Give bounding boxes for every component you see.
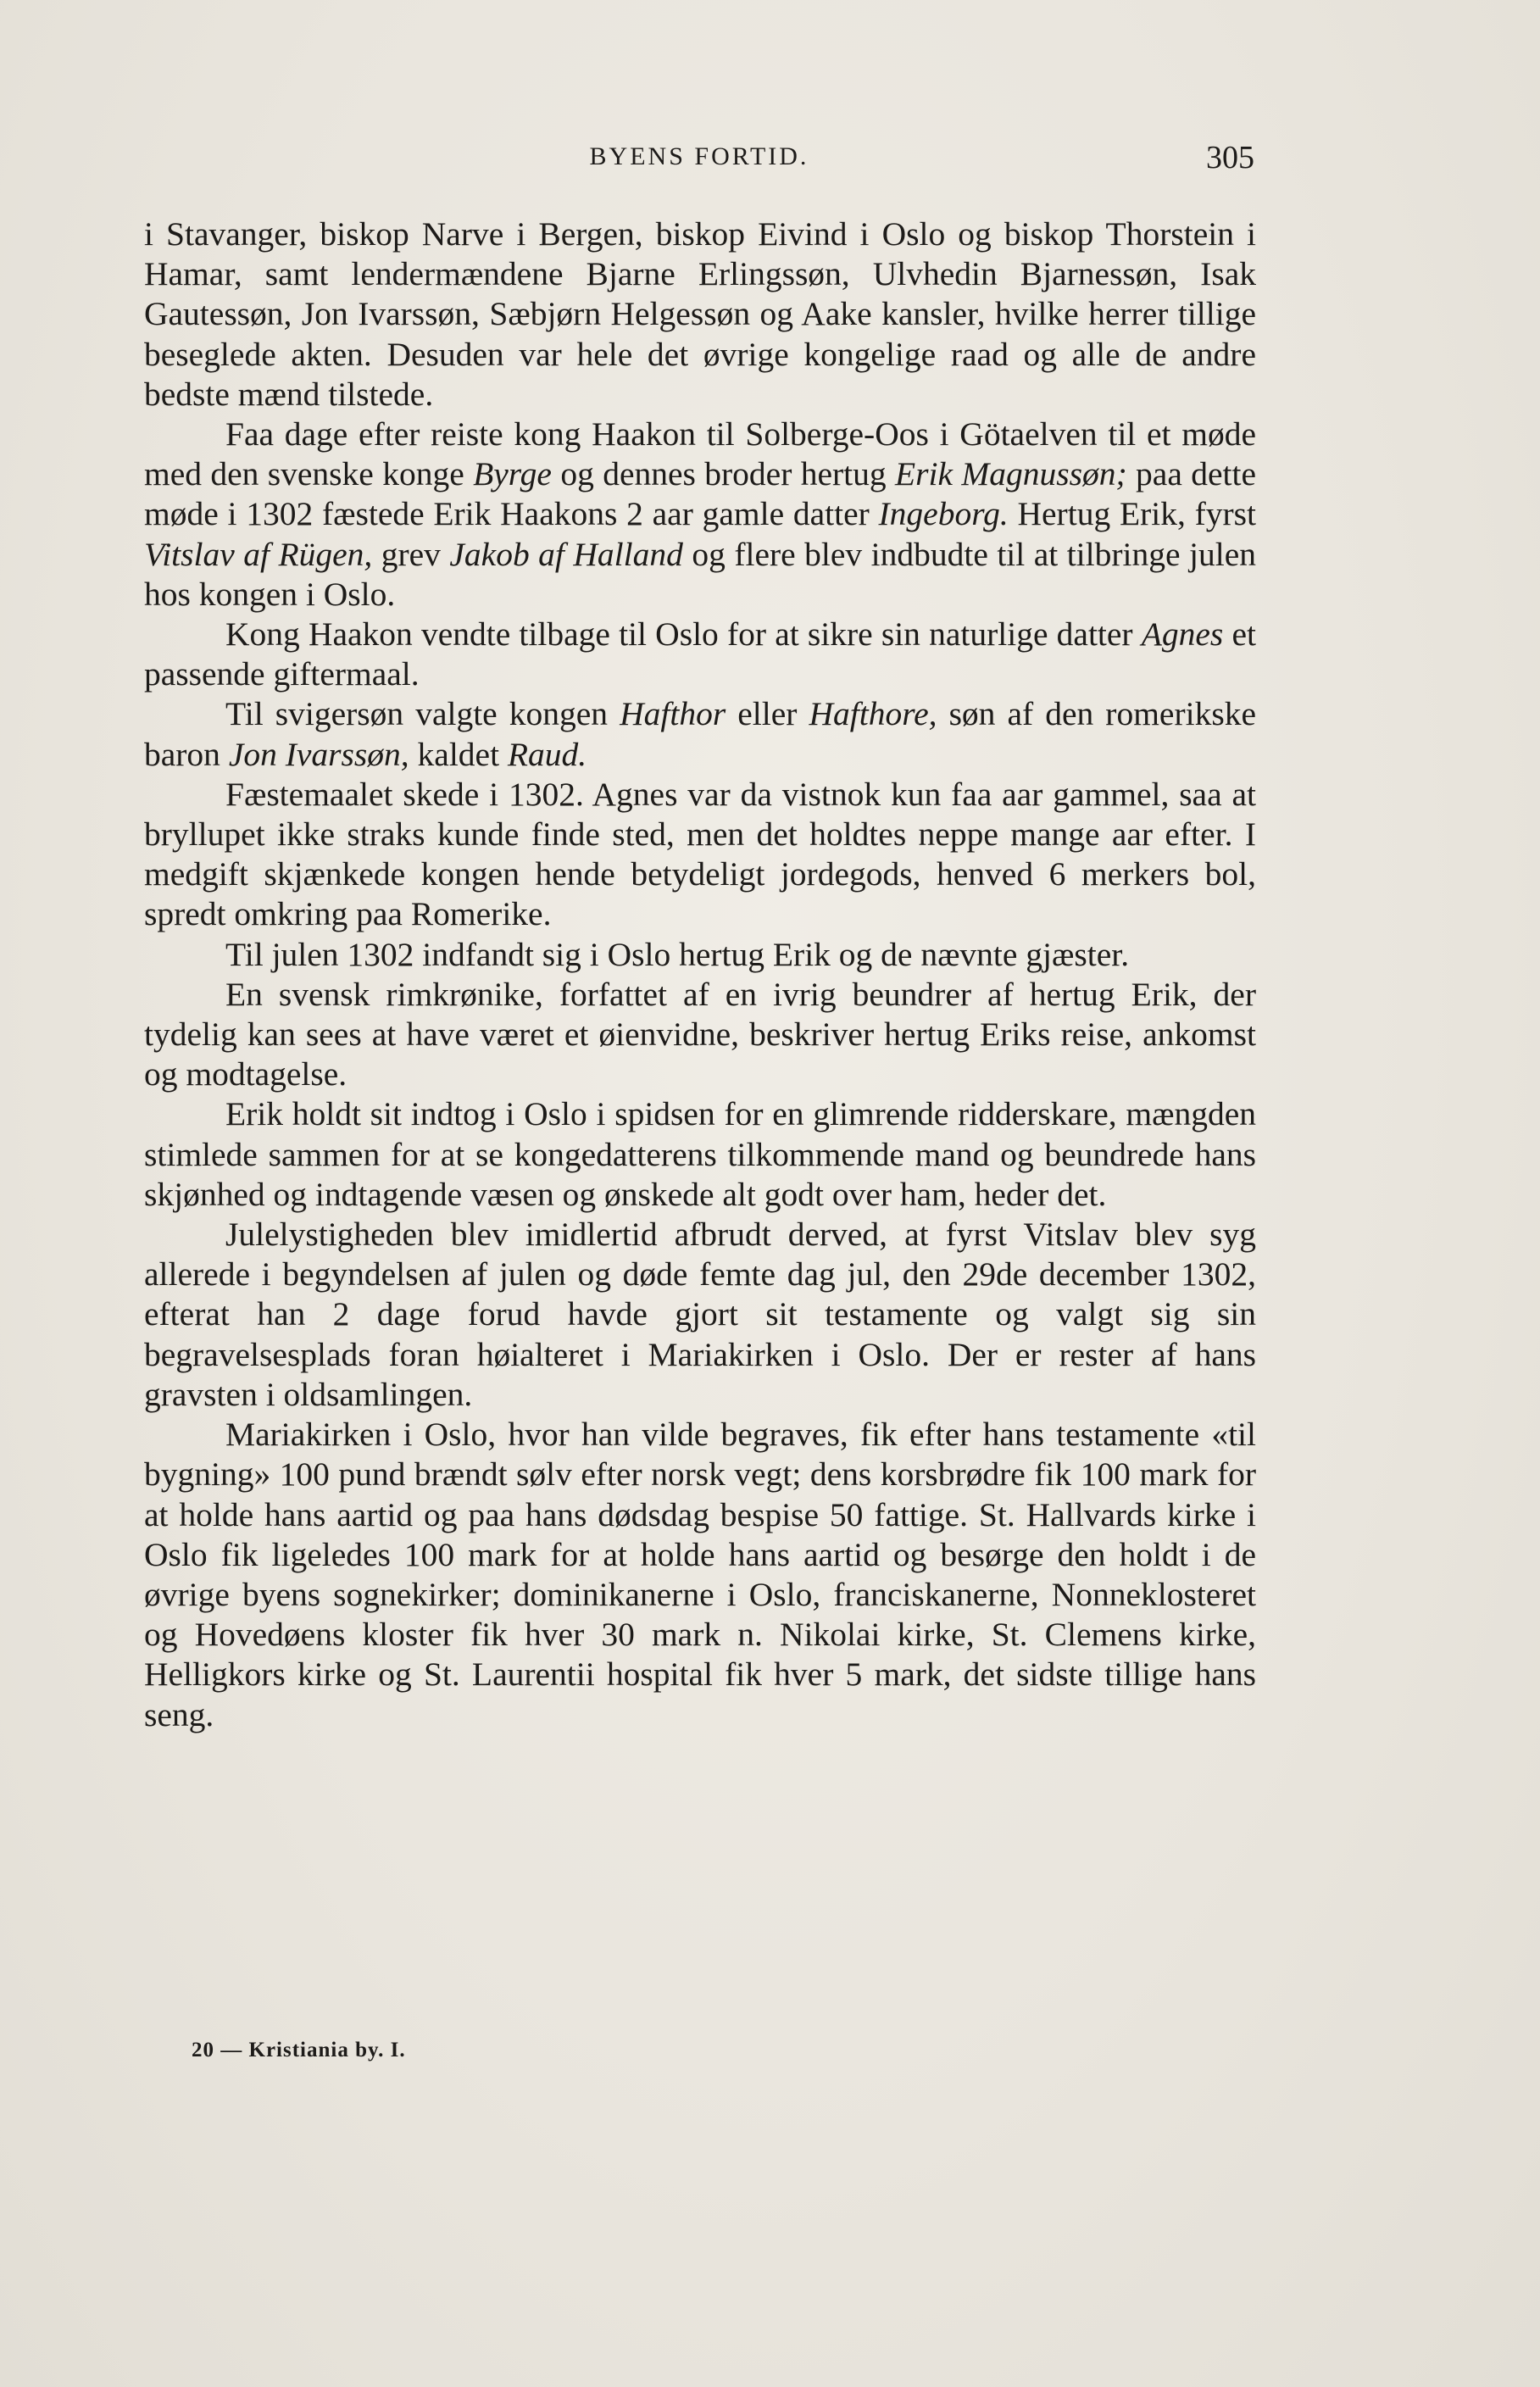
text-run: et passende giftermaal. (144, 615, 1256, 693)
italic-name: Hafthore, (809, 695, 937, 733)
running-head: BYENS FORTID. (589, 142, 809, 170)
text-run: Kong Haakon vendte tilbage til Oslo for at sikre sin naturlige datter (225, 615, 1142, 654)
page-header (144, 142, 1254, 193)
text-run: grev (372, 535, 450, 573)
paragraph (144, 1215, 1256, 1415)
italic-name: Byrge (473, 455, 552, 493)
italic-name: Vitslav af Rügen, (144, 535, 373, 573)
printer-signature: 20 — Kristiania by. I. (192, 2039, 406, 2062)
text-run: kaldet (409, 735, 508, 773)
page-number: 305 (1206, 140, 1254, 175)
text-run: i Stavanger, biskop Narve i Bergen, biskop Eivind i Oslo og biskop Thorstein i Hamar, samt lendermændene Bjarne Erlingssøn, Ulvhedin Bjarnessøn, Isak Gautessøn, Jon Ivarssøn, Sæbjørn Helgessøn og Aake kansler, hvilke herrer tillige beseglede akten. Desuden var hele det øvrige kongelige raad og alle de andre bedste mænd tilstede. (144, 215, 1256, 413)
italic-name: Hafthor (620, 695, 726, 733)
italic-name: Raud. (507, 735, 587, 773)
italic-name: Jon Ivarssøn, (228, 735, 409, 773)
text-run: Til julen 1302 indfandt sig i Oslo hertug Erik og de nævnte gjæster. (225, 935, 1130, 973)
text-run: Hertug Erik, fyrst (1008, 495, 1256, 533)
paragraph (144, 775, 1256, 935)
text-run: Mariakirken i Oslo, hvor han vilde begraves, fik efter hans testamente «til bygning» 100 pund brændt sølv efter norsk vegt; dens korsbrødre fik 100 mark for at holde hans aartid og paa hans dødsdag bespise 50 fattige. St. Hallvards kirke i Oslo fik ligeledes 100 mark for at holde hans aartid og besørge den holdt i de øvrige byens sognekirker; dominikanerne i Oslo, franciskanerne, Nonneklosteret og Hovedøens kloster fik hver 30 mark n. Nikolai kirke, St. Clemens kirke, Helligkors kirke og St. Laurentii hospital fik hver 5 mark, det sidste tillige hans seng. (144, 1416, 1256, 1733)
paragraph (144, 935, 1256, 975)
text-run: Til svigersøn valgte kongen (225, 695, 620, 733)
paragraph (144, 415, 1256, 615)
paragraph (144, 975, 1256, 1095)
text-run: Julelystigheden blev imidlertid afbrudt derved, at fyrst Vitslav blev syg allerede i begyndelsen af julen og døde femte dag jul, den 29de december 1302, efterat han 2 dage forud havde gjort sit testamente og valgt sig sin begravelsesplads foran høialteret i Mariakirken i Oslo. Der er rester af hans gravsten i oldsamlingen. (144, 1216, 1256, 1413)
text-run: Fæstemaalet skede i 1302. Agnes var da vistnok kun faa aar gammel, saa at bryllupet ikke straks kunde finde sted, men det holdtes neppe mange aar efter. I medgift skjænkede kongen hende betydeligt jordegods, henved 6 merkers bol, spredt omkring paa Romerike. (144, 775, 1256, 933)
paragraph (144, 1415, 1256, 1735)
text-run: eller (726, 695, 809, 733)
italic-name: Erik Magnussøn; (895, 455, 1127, 493)
text-run: Erik holdt sit indtog i Oslo i spidsen for en glimrende ridderskare, mængden stimlede sammen for at se kongedatterens tilkommende mand og beundrede hans skjønhed og indtagende væsen og ønskede alt godt over ham, heder det. (144, 1095, 1256, 1213)
italic-name: Ingeborg. (878, 495, 1009, 533)
paragraph (144, 694, 1256, 774)
text-run: og flere blev indbudte til at tilbringe julen hos kongen i Oslo. (144, 535, 1256, 613)
italic-name: Agnes (1141, 615, 1224, 654)
text-run: Faa dage efter reiste kong Haakon til Solberge-Oos i Götaelven til et møde med den svenske konge (144, 415, 1256, 493)
text-run: søn af den romerikske baron (144, 695, 1256, 773)
text-run: En svensk rimkrønike, forfattet af en ivrig beundrer af hertug Erik, der tydelig kan sees at have været et øienvidne, beskriver hertug Eriks reise, ankomst og modtagelse. (144, 975, 1256, 1093)
text-run: paa dette møde i 1302 fæstede Erik Haakons 2 aar gamle datter (144, 455, 1257, 533)
body-text (144, 214, 1256, 1735)
text-run: og dennes broder hertug (551, 455, 895, 493)
paragraph (144, 1094, 1256, 1215)
paragraph (144, 615, 1256, 694)
italic-name: Jakob af Halland (449, 535, 683, 573)
paragraph (144, 214, 1256, 415)
